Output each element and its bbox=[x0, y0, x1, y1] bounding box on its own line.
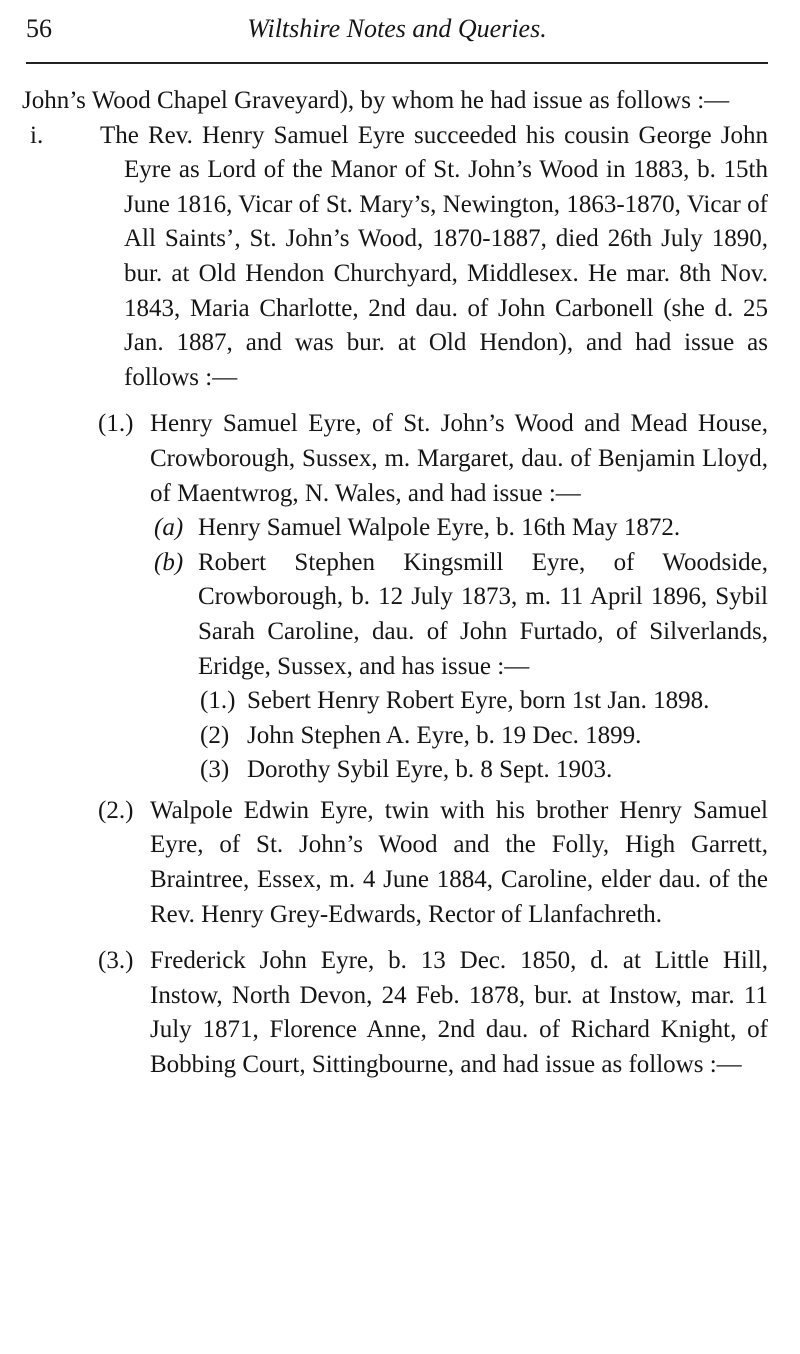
entry-number: (2.) bbox=[98, 796, 134, 824]
page-number: 56 bbox=[26, 14, 52, 43]
running-title: Wiltshire Notes and Queries. bbox=[247, 14, 547, 43]
entry-number: (b) bbox=[154, 548, 184, 576]
entry-text: Henry Samuel Walpole Eyre, b. 16th May 1872. bbox=[198, 514, 681, 542]
entry-1 bbox=[22, 407, 768, 511]
entry-2 bbox=[22, 794, 768, 932]
entry-text: Walpole Edwin Eyre, twin with his brother Henry Samuel Eyre, of St. John’s Wood and the Folly, High Garrett, Braintree, Essex, m. 4 June 1884, Caroline, elder dau. of the Rev. Henry Grey-Edwards, Rector of Llanfachreth. bbox=[150, 796, 768, 928]
entry-number: i. bbox=[30, 121, 44, 149]
entry-number: (1.) bbox=[200, 687, 236, 715]
header-rule bbox=[26, 62, 768, 64]
entry-3 bbox=[22, 944, 768, 1082]
entry-b-1 bbox=[22, 684, 768, 719]
entry-text: Robert Stephen Kingsmill Eyre, of Woodside, Crowborough, b. 12 July 1873, m. 11 April 1896, Sybil Sarah Caroline, dau. of John Furtado, of Silverlands, Eridge, Sussex, and has issue :— bbox=[198, 548, 768, 680]
entry-i bbox=[22, 119, 768, 396]
entry-a bbox=[22, 511, 768, 546]
entry-number: (1.) bbox=[98, 410, 134, 438]
entry-b bbox=[22, 546, 768, 684]
entry-text: Frederick John Eyre, b. 13 Dec. 1850, d. at Little Hill, Instow, North Devon, 24 Feb. 1878, bur. at Instow, mar. 11 July 1871, Florence Anne, 2nd dau. of Richard Knight, of Bobbing Court, Sittingbourne, and had issue as follows :— bbox=[150, 947, 768, 1079]
entry-b-3 bbox=[22, 753, 768, 788]
entry-text: Dorothy Sybil Eyre, b. 8 Sept. 1903. bbox=[247, 756, 613, 784]
entry-number: (a) bbox=[154, 514, 184, 542]
intro-paragraph: John’s Wood Chapel Graveyard), by whom he had issue as follows :— bbox=[22, 87, 730, 114]
entry-number: (3) bbox=[200, 756, 230, 784]
entry-number: (2) bbox=[200, 721, 230, 749]
entry-b-2 bbox=[22, 719, 768, 754]
entry-text: Henry Samuel Eyre, of St. John’s Wood and Mead House, Crowborough, Sussex, m. Margaret, dau. of Benjamin Lloyd, of Maentwrog, N. Wales, and had issue :— bbox=[150, 410, 768, 507]
entry-text: John Stephen A. Eyre, b. 19 Dec. 1899. bbox=[247, 721, 642, 749]
page-body bbox=[22, 84, 768, 1083]
entry-text: The Rev. Henry Samuel Eyre succeeded his cousin George John Eyre as Lord of the Manor of St. John’s Wood in 1883, b. 15th June 1816, Vicar of St. Mary’s, Newington, 1863-1870, Vicar of All Saints’, St. John’s Wood, 1870-1887, died 26th July 1890, bur. at Old Hendon Churchyard, Middlesex. He mar. 8th Nov. 1843, Maria Charlotte, 2nd dau. of John Carbonell (she d. 25 Jan. 1887, and was bur. at Old Hendon), and had issue as follows :— bbox=[100, 121, 768, 391]
entry-number: (3.) bbox=[98, 947, 134, 975]
page-header bbox=[26, 6, 768, 52]
entry-text: Sebert Henry Robert Eyre, born 1st Jan. 1898. bbox=[247, 687, 710, 715]
